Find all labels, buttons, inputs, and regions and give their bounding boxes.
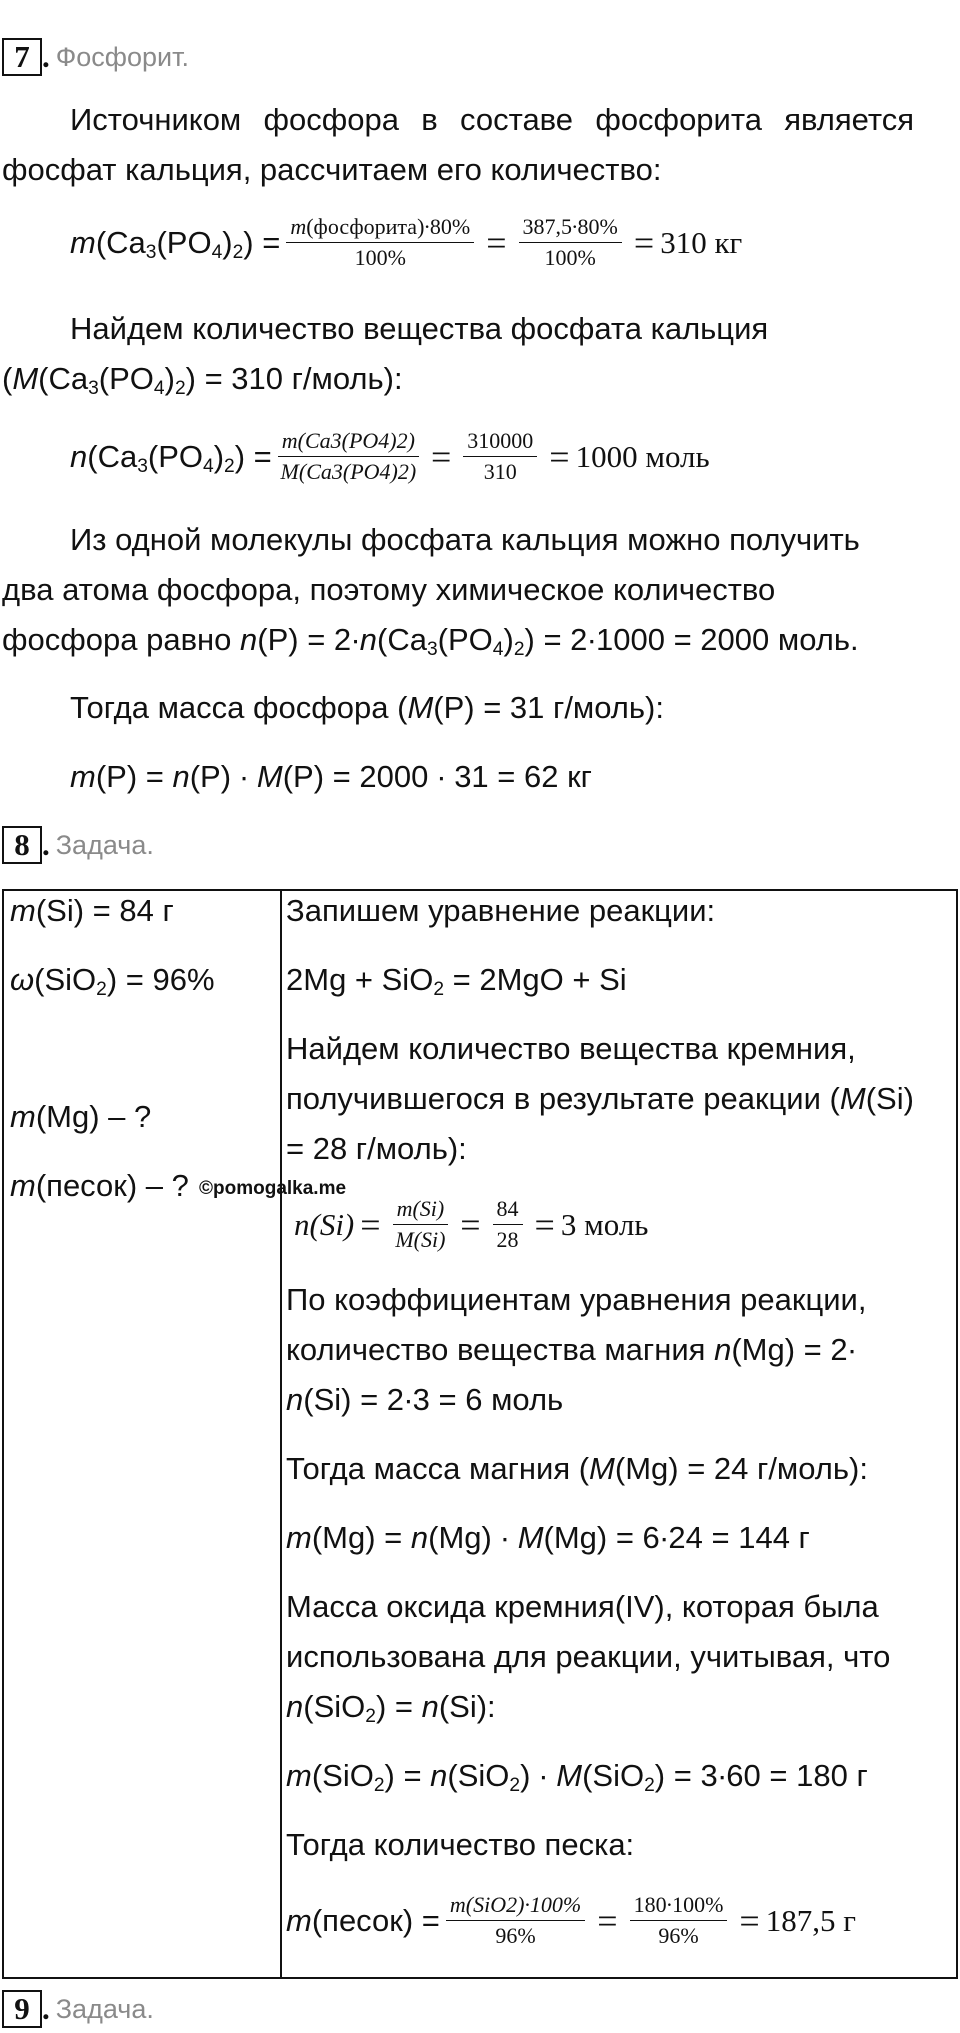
reaction-equation: 2Mg + SiO$_2$ = 2MgO + Si (286, 962, 627, 1000)
paragraph: Источником фосфора в составе фосфорита является фосфат кальция, рассчитаем его количество: (2, 102, 914, 187)
formula-mass-mg: m(Mg) = n(Mg) ∙ M(Mg) = 6∙24 = 144 г (286, 1520, 810, 1555)
solution-line: количество вещества магния n(Mg) = 2∙ (286, 1332, 857, 1367)
formula-amount-si: n(Si) = $\frac{m(Si)}{M(Si)}$ = $\frac{84}{28}$ = 3 моль (294, 1196, 649, 1252)
solution-line: n(SiO$_2$) = n(Si): (286, 1689, 496, 1727)
solution-line: использована для реакции, учитывая, что (286, 1639, 891, 1674)
solution-line: получившегося в результате реакции (M(Si) (286, 1081, 914, 1116)
solution-line: Масса оксида кремния(IV), которая была (286, 1589, 879, 1624)
task-number: 7 (2, 38, 42, 76)
solution-line: Тогда количество песка: (286, 1827, 635, 1862)
paragraph-line: фосфора равно $n(P) = 2\cdot n(Ca_3(PO_4)_2) = 2\cdot 1000 = 2000$ моль. (2, 622, 859, 660)
solution-line: Найдем количество вещества кремния, (286, 1031, 856, 1066)
paragraph: Найдем количество вещества фосфата кальция (70, 311, 769, 346)
formula-mass-phosphate: $m(Ca_3(PO_4)_2)$ = $\frac{\text{m(фосфорита)∙80\%}}{100\%}$ = $\frac{387,5\cdot 80\%}{100\%}$ = 310 кг (70, 214, 743, 270)
formula-mass-sio2: m(SiO$_2$) = n(SiO$_2$) ∙ M(SiO$_2$) = 3∙60 = 180 г (286, 1758, 868, 1796)
task-9-header: 9 . Задача. (2, 1990, 154, 2028)
solution-line: Запишем уравнение реакции: (286, 893, 716, 928)
paragraph: два атома фосфора, поэтому химическое количество (2, 572, 776, 607)
solution-line: n(Si) = 2∙3 = 6 моль (286, 1382, 564, 1417)
solution-line: Тогда масса магния (M(Mg) = 24 г/моль): (286, 1451, 868, 1486)
task-7-header: 7 . Фосфорит. (2, 38, 189, 76)
task-title: Задача. (55, 829, 154, 860)
given-fraction-sio2: ω(SiO$_2$) = 96% (10, 962, 215, 1000)
task-number: 9 (2, 1990, 42, 2028)
paragraph-line: Тогда масса фосфора (M(P) = 31 г/моль): (70, 690, 664, 725)
task-number: 8 (2, 826, 42, 864)
task-title: Фосфорит. (55, 41, 189, 72)
task-8-header: 8 . Задача. (2, 826, 154, 864)
column-divider (280, 891, 282, 1977)
watermark: ©pomogalka.me (199, 1178, 347, 1199)
find-mass-mg: m(Mg) – ? (10, 1099, 152, 1134)
given-mass-si: m(Si) = 84 г (10, 893, 174, 928)
task-title: Задача. (55, 1993, 154, 2024)
formula-amount-phosphate: $n(Ca_3(PO_4)_2)$ = $\frac{m(Ca3(PO4)2)}{M(Ca3(PO4)2)}$ = $\frac{310000}{310}$ = 1000 моль (70, 428, 710, 484)
paragraph-line: ($M(Ca_3(PO_4)_2) = 310$ г/моль): (2, 361, 403, 399)
solution-line: По коэффициентам уравнения реакции, (286, 1282, 867, 1317)
paragraph: Из одной молекулы фосфата кальция можно получить (70, 522, 860, 557)
solution-line: = 28 г/моль): (286, 1131, 467, 1166)
formula-mass-phosphorus: m(P) = n(P) ∙ M(P) = 2000 ∙ 31 = 62 кг (70, 759, 592, 794)
formula-mass-sand: m(песок) = $\frac{\text{m(SiO2)∙100\%}}{96\%}$ = $\frac{180\cdot 100\%}{96\%}$ = 187,5 г (286, 1892, 856, 1948)
find-mass-sand: m(песок) – ? (10, 1168, 189, 1203)
